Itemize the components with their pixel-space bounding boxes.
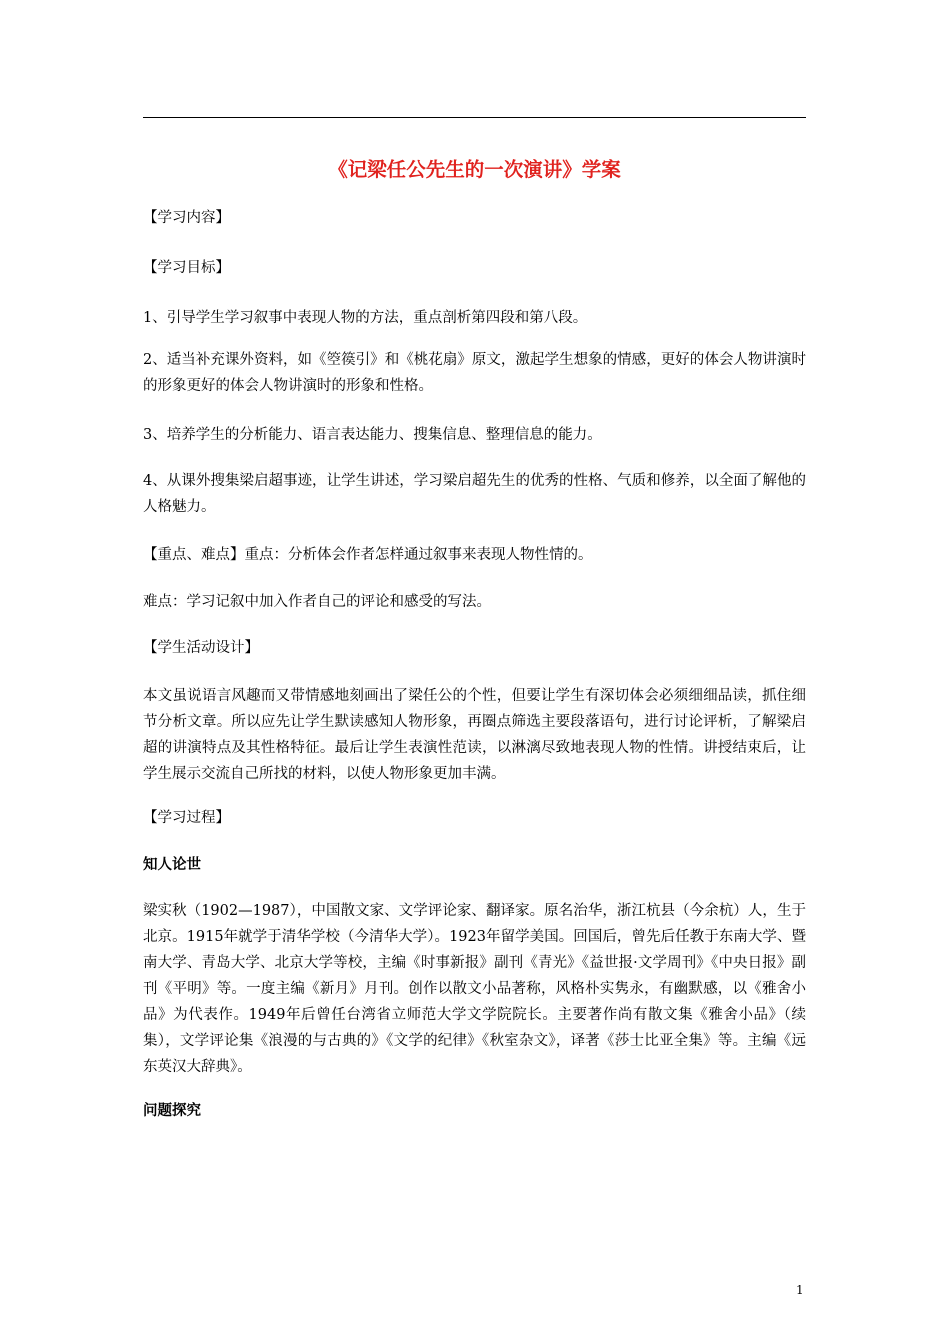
goal-item-2: 2、适当补充课外资料，如《箜篌引》和《桃花扇》原文，激起学生想象的情感，更好的体会人物讲演时的形象更好的体会人物讲演时的形象和性格。 — [143, 352, 806, 394]
heading-learning-content: 【学习内容】 — [143, 210, 230, 226]
heading-learning-process: 【学习过程】 — [143, 810, 230, 826]
subheading-author-background: 知人论世 — [143, 857, 201, 873]
subheading-problem-inquiry: 问题探究 — [143, 1103, 201, 1119]
author-paragraph: 梁实秋（1902—1987），中国散文家、文学评论家、翻译家。原名治华，浙江杭县（今余杭）人，生于北京。1915年就学于清华学校（今清华大学）。1923年留学美国。回国后，曾先后任教于东南大学、暨南大学、青岛大学、北京大学等校，主编《时事新报》副刊《青光》《益世报·文学周刊》《中央日报》副刊《平明》等。一度主编《新月》月刊。创作以散文小品著称，风格朴实隽永，有幽默感，以《雅舍小品》为代表作。1949年后曾任台湾省立师范大学文学院院长。主要著作尚有散文集《雅舍小品》（续集），文学评论集《浪漫的与古典的》《文学的纪律》《秋室杂文》，译著《莎士比亚全集》等。主编《远东英汉大辞典》。 — [143, 903, 806, 1075]
document-title: 《记梁任公先生的一次演讲》学案 — [328, 158, 621, 181]
page-number: 1 — [796, 1283, 804, 1297]
heading-learning-goals: 【学习目标】 — [143, 260, 230, 276]
key-points: 【重点、难点】重点：分析体会作者怎样通过叙事来表现人物性情的。 — [143, 547, 593, 563]
header-rule — [143, 117, 806, 118]
difficult-points: 难点：学习记叙中加入作者自己的评论和感受的写法。 — [143, 594, 491, 610]
heading-student-activity: 【学生活动设计】 — [143, 640, 259, 656]
goal-item-1: 1、引导学生学习叙事中表现人物的方法，重点剖析第四段和第八段。 — [143, 310, 588, 326]
activity-paragraph: 本文虽说语言风趣而又带情感地刻画出了梁任公的个性，但要让学生有深切体会必须细细品读，抓住细节分析文章。所以应先让学生默读感知人物形象，再圈点筛选主要段落语句，进行讨论评析，了解梁启超的讲演特点及其性格特征。最后让学生表演性范读，以淋漓尽致地表现人物的性情。讲授结束后，让学生展示交流自己所找的材料，以使人物形象更加丰满。 — [143, 688, 806, 782]
goal-item-3: 3、培养学生的分析能力、语言表达能力、搜集信息、整理信息的能力。 — [143, 427, 602, 443]
goal-item-4: 4、从课外搜集梁启超事迹，让学生讲述，学习梁启超先生的优秀的性格、气质和修养，以全面了解他的人格魅力。 — [143, 473, 806, 515]
